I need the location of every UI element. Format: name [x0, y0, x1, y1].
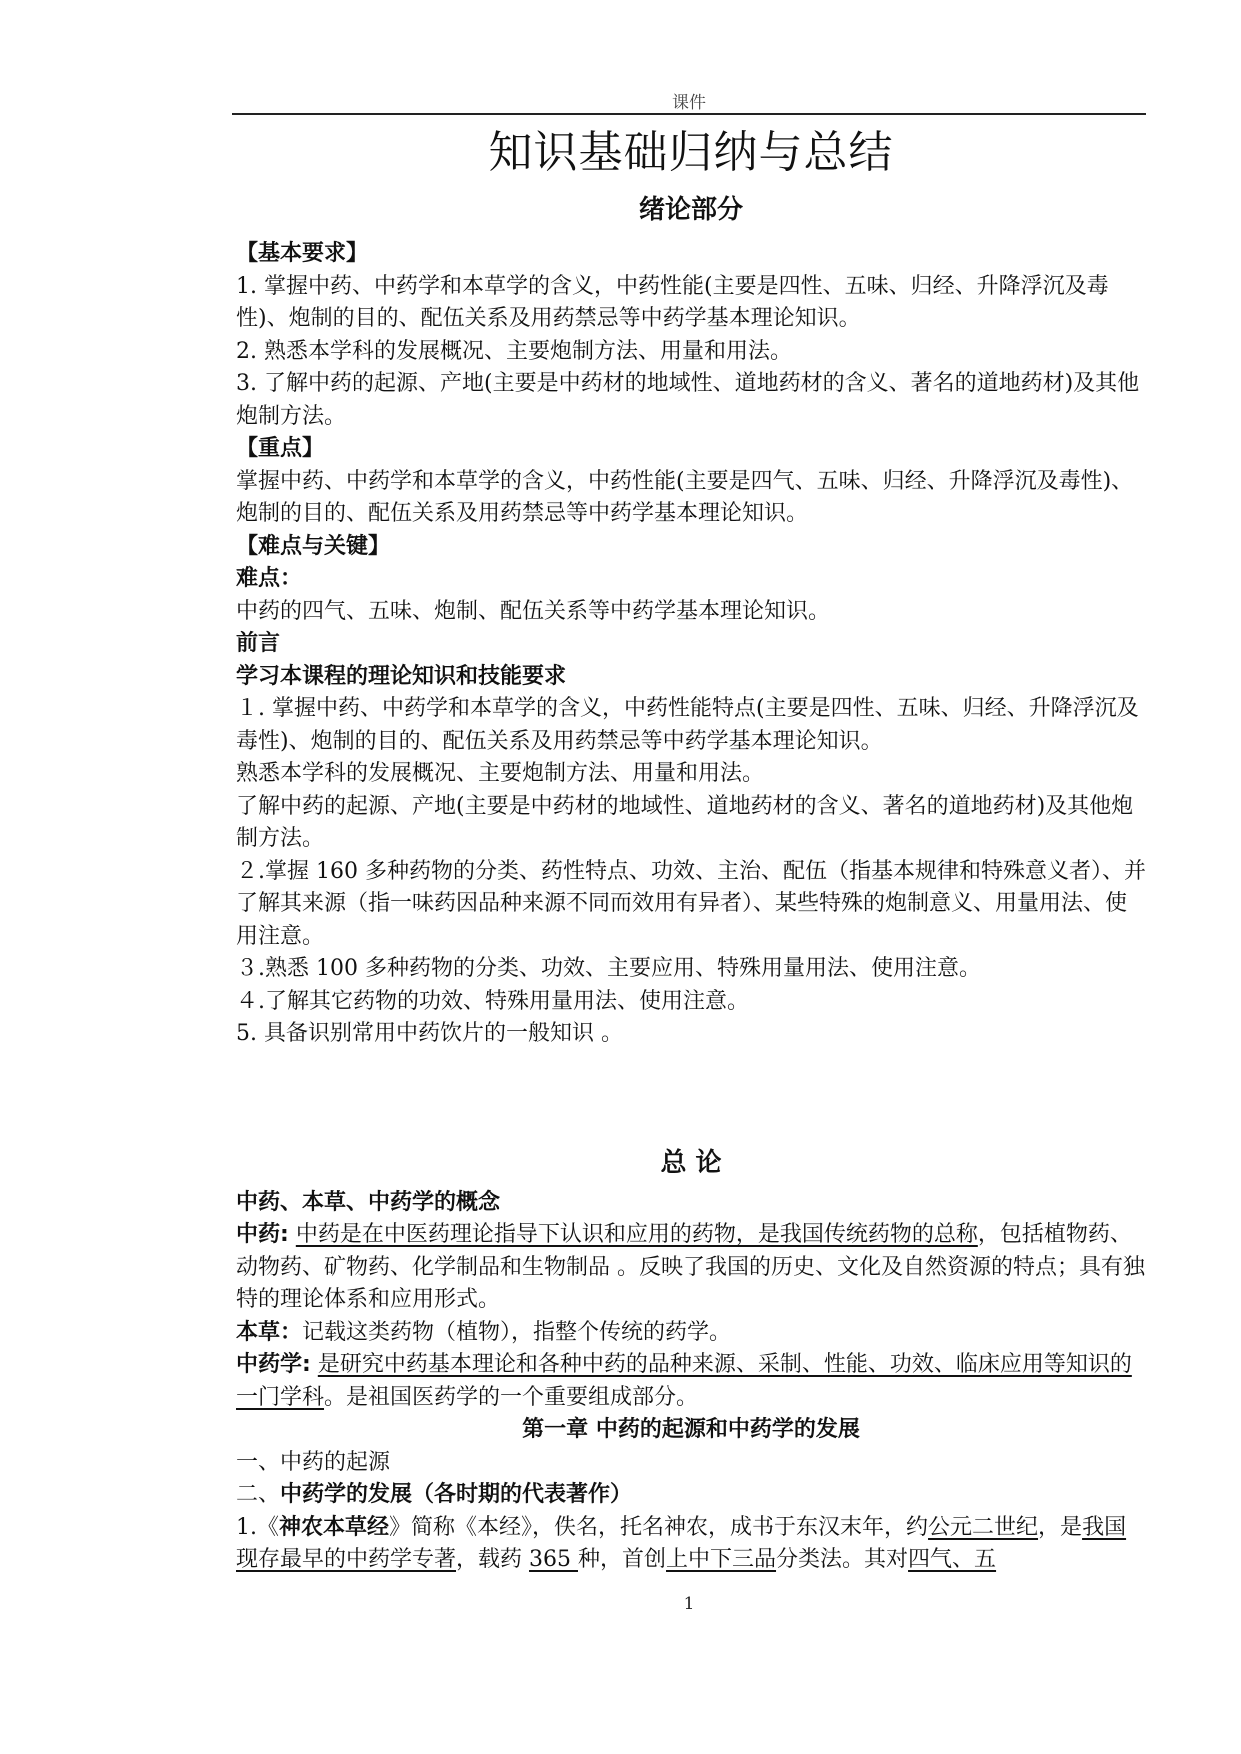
course-req-label: 学习本课程的理论知识和技能要求 — [236, 663, 567, 689]
difficulty-sub: 难点： — [236, 566, 303, 591]
item1-text: 1.《 — [236, 1514, 279, 1540]
header-rule — [232, 113, 1146, 115]
origin-heading: 一、中药的起源 — [236, 1449, 391, 1475]
course-req-item: 5. 具备识别常用中药饮片的一般知识 。 — [236, 1021, 623, 1046]
zhongyaoxue-underlined: 是研究中药基本理论和各种中药的品种来源、采制、性能、功效、临床应用等知识的一门学科 — [236, 1352, 1132, 1410]
development-item-1 — [236, 1512, 1146, 1577]
document-body — [236, 118, 1146, 1577]
course-req-item: ２.掌握 160 多种药物的分类、药性特点、功效、主治、配伍（指基本规律和特殊意义者）、并了解其来源（指一味药因品种来源不同而效用有异者）、某些特殊的炮制意义、用量用法、使用注意。 — [236, 858, 1146, 949]
general-heading: 总 论 — [660, 1147, 722, 1178]
zhongyao-underlined: 中药是在中医药理论指导下认识和应用的药物，是我国传统药物的总称 — [295, 1222, 978, 1247]
item1-text: 》简称《本经》，佚名，托名神农，成书于东汉末年，约 — [389, 1514, 929, 1540]
course-req-item: 了解中药的起源、产地(主要是中药材的地域性、道地药材的含义、著名的道地药材)及其他炮制方法。 — [236, 793, 1134, 851]
difficulty-label: 【难点与关键】 — [236, 533, 391, 559]
item1-underlined: 四气、五 — [908, 1547, 997, 1572]
bencao-label: 本草： — [236, 1319, 303, 1345]
preface-label: 前言 — [236, 631, 281, 656]
bencao-definition — [236, 1317, 1146, 1350]
course-req-item: 熟悉本学科的发展概况、主要炮制方法、用量和用法。 — [236, 761, 765, 786]
course-req-item: ４.了解其它药物的功效、特殊用量用法、使用注意。 — [236, 988, 749, 1014]
development-prefix: 二、 — [236, 1482, 281, 1507]
bencao-text: 记载这类药物（植物），指整个传统的药学。 — [302, 1319, 732, 1345]
basic-req-item: 3. 了解中药的起源、产地(主要是中药材的地域性、道地药材的含义、著名的道地药材)及其他炮制方法。 — [236, 371, 1140, 429]
item1-text: 种，首创 — [578, 1547, 667, 1572]
document-title: 知识基础归纳与总结 — [488, 127, 894, 178]
item1-underlined: 我国现存最早的中药学专著 — [236, 1514, 1127, 1572]
item1-book: 神农本草经 — [279, 1514, 390, 1540]
item1-underlined: 365 — [529, 1547, 578, 1572]
zhongyao-rest: ，包括植物药、动物药、矿物药、化学制品和生物制品 。反映了我国的历史、文化及自然资源的特点；具有独特的理论体系和应用形式。 — [236, 1222, 1145, 1312]
concepts-label: 中药、本草、中药学的概念 — [236, 1189, 501, 1215]
page-number: 1 — [683, 1594, 695, 1614]
chapter1-title: 第一章 中药的起源和中药学的发展 — [522, 1417, 860, 1442]
basic-req-item: 1. 掌握中药、中药学和本草学的含义，中药性能(主要是四性、五味、归经、升降浮沉及毒性)、炮制的目的、配伍关系及用药禁忌等中药学基本理论知识。 — [236, 273, 1109, 331]
zhongyao-definition — [236, 1219, 1146, 1317]
basic-req-item: 2. 熟悉本学科的发展概况、主要炮制方法、用量和用法。 — [236, 338, 792, 364]
zhongyaoxue-rest: 。是祖国医药学的一个重要组成部分。 — [324, 1384, 699, 1410]
item1-underlined: 公元二世纪 — [928, 1514, 1039, 1540]
page-header: 课件 — [672, 93, 706, 113]
zhongyaoxue-label: 中药学: — [236, 1352, 311, 1377]
course-req-item: １. 掌握中药、中药学和本草学的含义，中药性能特点(主要是四性、五味、归经、升降浮沉及毒性)、炮制的目的、配伍关系及用药禁忌等中药学基本理论知识。 — [236, 696, 1139, 754]
intro-heading: 绪论部分 — [638, 195, 743, 225]
item1-underlined: 上中下三品 — [666, 1547, 777, 1572]
course-req-item: ３.熟悉 100 多种药物的分类、功效、主要应用、特殊用量用法、使用注意。 — [236, 956, 981, 981]
development-label: 中药学的发展（各时期的代表著作） — [280, 1482, 633, 1507]
key-text: 掌握中药、中药学和本草学的含义，中药性能(主要是四气、五味、归经、升降浮沉及毒性)、炮制的目的、配伍关系及用药禁忌等中药学基本理论知识。 — [236, 468, 1134, 526]
difficulty-text: 中药的四气、五味、炮制、配伍关系等中药学基本理论知识。 — [236, 598, 831, 624]
item1-text: ，是 — [1038, 1514, 1083, 1540]
development-heading — [236, 1479, 1146, 1512]
item1-text: ，载药 — [456, 1547, 530, 1572]
basic-req-label: 【基本要求】 — [236, 241, 369, 266]
item1-text: 分类法。其对 — [776, 1547, 909, 1572]
key-label: 【重点】 — [236, 436, 325, 461]
zhongyaoxue-definition — [236, 1349, 1146, 1414]
zhongyao-label: 中药: — [236, 1222, 289, 1247]
